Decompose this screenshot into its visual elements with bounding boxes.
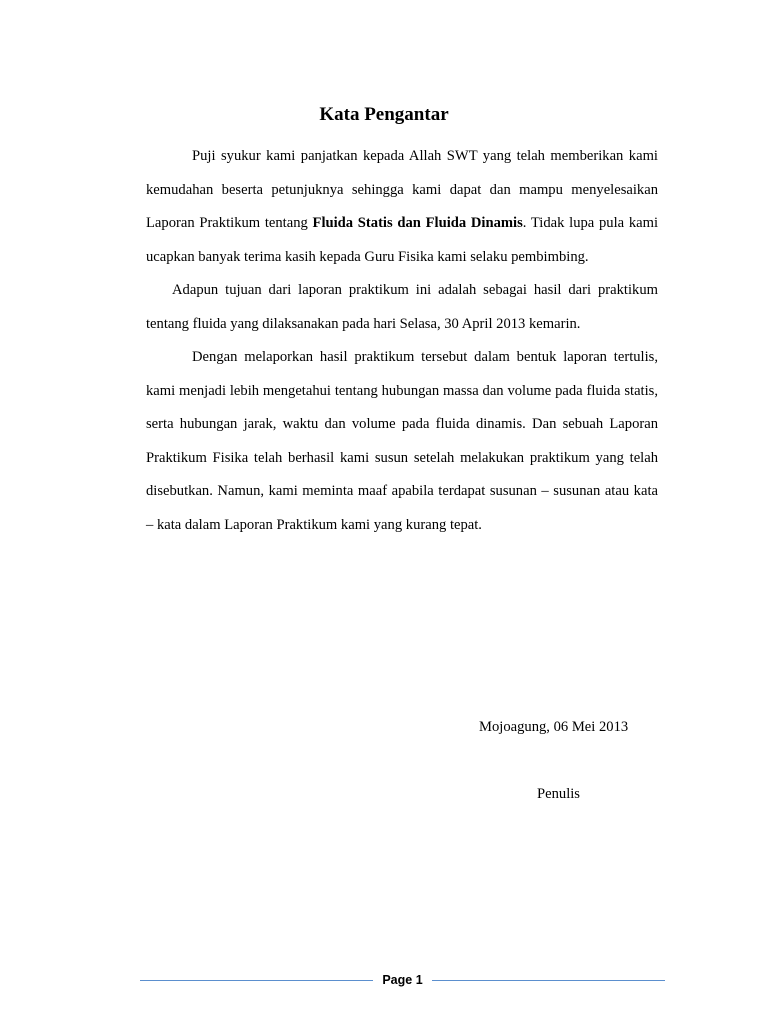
footer-rule-left bbox=[140, 980, 373, 981]
page-footer bbox=[140, 970, 665, 990]
page-title: Kata Pengantar bbox=[319, 104, 449, 125]
footer-rule-right bbox=[432, 980, 665, 981]
paragraph-1-bold-topic: Fluida Statis dan Fluida Dinamis bbox=[312, 215, 523, 231]
paragraph-3: Dengan melaporkan hasil praktikum tersebut dalam bentuk laporan tertulis, kami menjadi lebih mengetahui tentang hubungan massa dan volume pada fluida statis, serta hubungan jarak, waktu dan volume pada fluida dinamis. Dan sebuah Laporan Praktikum Fisika telah berhasil kami susun setelah melakukan praktikum yang telah disebutkan. Namun, kami meminta maaf apabila terdapat susunan – susunan atau kata – kata dalam Laporan Praktikum kami yang kurang tepat. bbox=[146, 349, 658, 533]
paragraph-1-text-end: . Tidak lupa pula kami ucapkan banyak terima kasih kepada Guru Fisika kami selaku pembimbing. bbox=[146, 215, 659, 265]
document-body bbox=[146, 140, 658, 542]
signer-name: Penulis bbox=[537, 786, 580, 802]
page-number: Page 1 bbox=[382, 973, 423, 987]
paragraph-1-text-start: Puji syukur kami panjatkan kepada Allah SWT yang telah memberikan kami kemudahan beserta petunjuknya sehingga kami dapat dan mampu menyelesaikan Laporan Praktikum tentang bbox=[146, 148, 658, 231]
paragraph-2: Adapun tujuan dari laporan praktikum ini adalah sebagai hasil dari praktikum tentang fluida yang dilaksanakan pada hari Selasa, 30 April 2013 kemarin. bbox=[146, 282, 658, 332]
paragraph-1 bbox=[146, 140, 658, 274]
place-date: Mojoagung, 06 Mei 2013 bbox=[479, 719, 629, 735]
